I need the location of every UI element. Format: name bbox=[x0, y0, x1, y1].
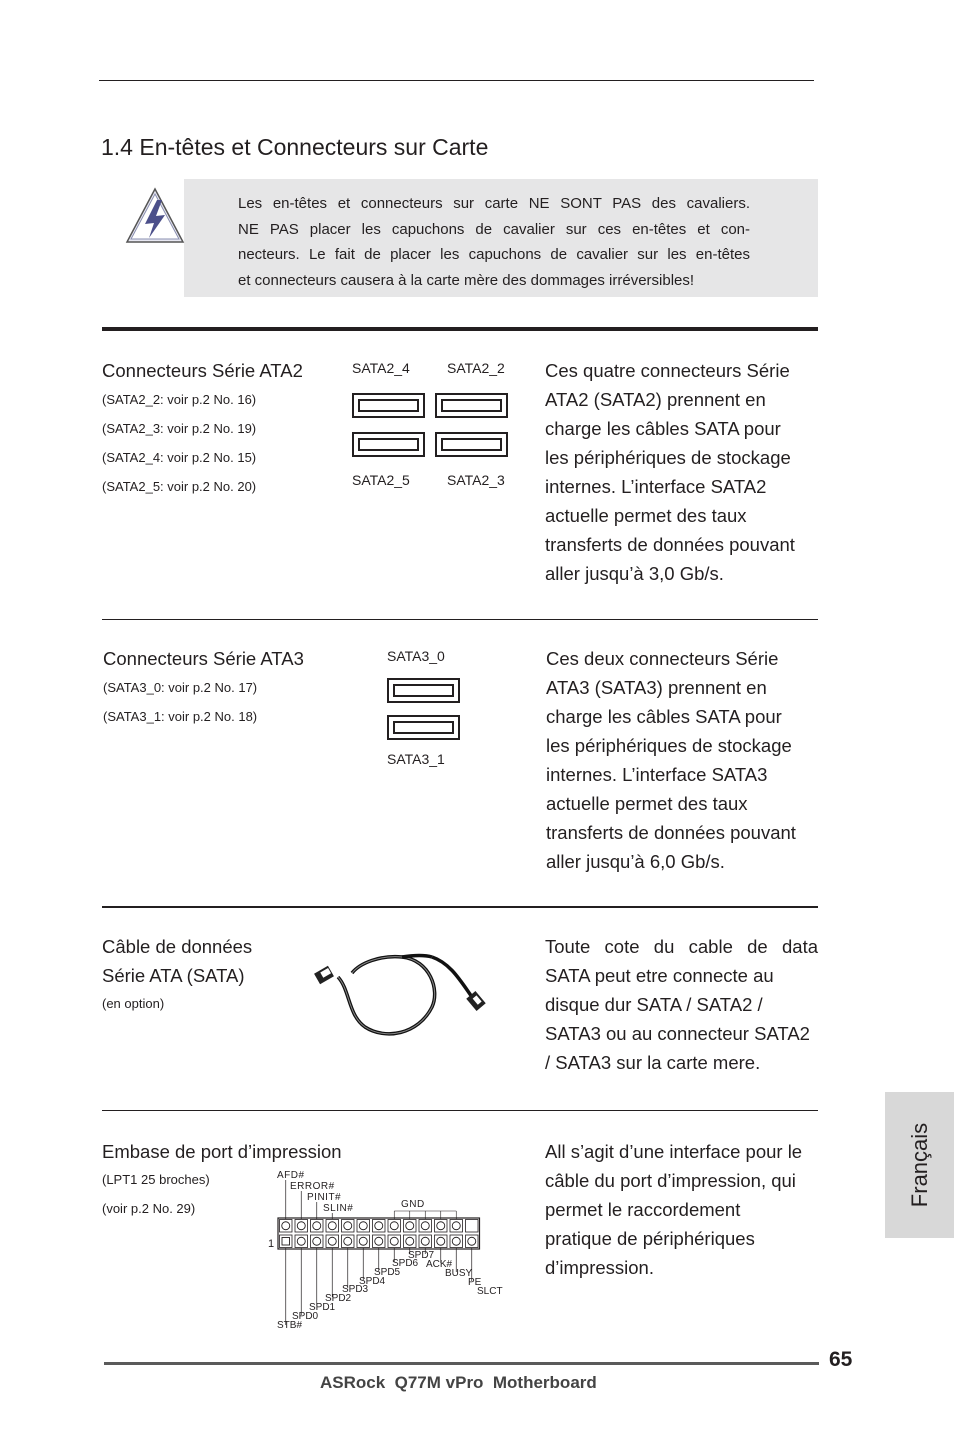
sata2-refs bbox=[102, 385, 256, 501]
top-rule bbox=[99, 80, 814, 81]
lpt-description bbox=[545, 1137, 818, 1282]
sata3-ref: (SATA3_0: voir p.2 No. 17) bbox=[103, 680, 258, 695]
sata3-label-top: SATA3_0 bbox=[387, 648, 445, 664]
sata3-desc-line: aller jusqu’à 6,0 Gb/s. bbox=[546, 851, 725, 872]
sata2-desc-line: les périphériques de stockage bbox=[545, 447, 791, 468]
sata2-label-tr: SATA2_2 bbox=[447, 360, 505, 376]
sata2-3-connector bbox=[435, 432, 508, 457]
warning-text bbox=[238, 191, 750, 293]
sata2-5-connector bbox=[352, 432, 425, 457]
lpt-pin-label: BUSY bbox=[445, 1268, 473, 1279]
sata2-desc-line: transferts de données pouvant bbox=[545, 534, 795, 555]
sata3-desc-line: Ces deux connecteurs Série bbox=[546, 648, 779, 669]
sata2-desc-line: actuelle permet des taux bbox=[545, 505, 747, 526]
sata2-desc-line: Ces quatre connecteurs Série bbox=[545, 360, 790, 381]
section-divider bbox=[102, 906, 818, 908]
lpt-pin-label: ACK# bbox=[426, 1259, 453, 1270]
sata2-label-bl: SATA2_5 bbox=[352, 472, 410, 488]
lpt-pin-label: SLIN# bbox=[323, 1203, 354, 1214]
cable-title-line: Série ATA (SATA) bbox=[102, 965, 245, 986]
sata3-title: Connecteurs Série ATA3 bbox=[103, 648, 304, 669]
section-divider-thick bbox=[102, 327, 818, 331]
sata3-label-bottom: SATA3_1 bbox=[387, 751, 445, 767]
section-divider bbox=[102, 1110, 818, 1111]
cable-title bbox=[102, 932, 252, 990]
cable-description bbox=[545, 932, 818, 1077]
lpt-desc-line: pratique de périphériques bbox=[545, 1228, 755, 1249]
lpt-pin-label: PE bbox=[468, 1277, 482, 1288]
sata2-ref: (SATA2_5: voir p.2 No. 20) bbox=[102, 479, 257, 494]
sata3-1-connector bbox=[387, 715, 460, 740]
sata2-2-connector bbox=[435, 393, 508, 418]
warning-triangle-icon bbox=[124, 186, 186, 246]
footer-rule bbox=[104, 1362, 819, 1365]
sata3-desc-line: internes. L’interface SATA3 bbox=[546, 764, 768, 785]
sata2-4-connector bbox=[352, 393, 425, 418]
page-number: 65 bbox=[829, 1348, 853, 1371]
sata3-desc-line: les périphériques de stockage bbox=[546, 735, 792, 756]
sata2-desc-line: charge les câbles SATA pour bbox=[545, 418, 781, 439]
cable-desc-line: SATA3 ou au connecteur SATA2 bbox=[545, 1023, 810, 1044]
cable-desc-line: SATA peut etre connecte au bbox=[545, 965, 774, 986]
sata3-desc-line: charge les câbles SATA pour bbox=[546, 706, 782, 727]
lpt-pin-label: SPD1 bbox=[309, 1302, 336, 1313]
warning-line: NE PAS placer les capuchons de cavalier sur ces en-têtes et con- bbox=[238, 220, 750, 238]
sata2-desc-line: internes. L’interface SATA2 bbox=[545, 476, 767, 497]
sata2-ref: (SATA2_3: voir p.2 No. 19) bbox=[102, 421, 257, 436]
sata3-desc-line: transferts de données pouvant bbox=[546, 822, 796, 843]
lpt-pin-label: SLCT bbox=[477, 1286, 503, 1297]
lpt-pin-label: SPD3 bbox=[342, 1284, 369, 1295]
sata2-ref: (SATA2_4: voir p.2 No. 15) bbox=[102, 450, 257, 465]
sata2-description bbox=[545, 356, 817, 588]
warning-line: necteurs. Le fait de placer les capuchons de cavalier sur les en-têtes bbox=[238, 246, 750, 263]
lpt-ref: (voir p.2 No. 29) bbox=[102, 1201, 196, 1216]
sata3-0-connector bbox=[387, 678, 460, 703]
sata2-label-tl: SATA2_4 bbox=[352, 360, 410, 376]
lpt-desc-line: câble du port d’impression, qui bbox=[545, 1170, 796, 1191]
lpt-desc-line: permet le raccordement bbox=[545, 1199, 741, 1220]
lpt-pin-label: STB# bbox=[277, 1320, 303, 1331]
lpt-desc-line: d’impression. bbox=[545, 1257, 654, 1278]
sata2-title: Connecteurs Série ATA2 bbox=[102, 360, 303, 381]
warning-line: Les en-têtes et connecteurs sur carte NE SONT PAS des cavaliers. bbox=[238, 195, 750, 212]
lpt-pin-label: SPD7 bbox=[408, 1250, 435, 1261]
cable-title-line: Câble de données bbox=[102, 936, 253, 957]
lpt-pin-label: GND bbox=[401, 1199, 425, 1210]
sata3-desc-line: ATA3 (SATA3) prennent en bbox=[546, 677, 767, 698]
sata2-desc-line: ATA2 (SATA2) prennent en bbox=[545, 389, 766, 410]
section-title: 1.4 En-têtes et Connecteurs sur Carte bbox=[101, 134, 489, 160]
lpt-pin-label: SPD5 bbox=[374, 1267, 401, 1278]
footer-product: ASRock Q77M vPro Motherboard bbox=[320, 1373, 597, 1392]
sata3-desc-line: actuelle permet des taux bbox=[546, 793, 748, 814]
lpt-pin-label: PINIT# bbox=[307, 1192, 342, 1203]
cable-desc-line: Toute cote du cable de data bbox=[545, 936, 818, 957]
sata2-label-br: SATA2_3 bbox=[447, 472, 505, 488]
lpt-pin-label: AFD# bbox=[277, 1170, 305, 1181]
sata-cable-illustration bbox=[310, 945, 500, 1045]
sata3-refs bbox=[103, 673, 257, 731]
cable-desc-line: / SATA3 sur la carte mere. bbox=[545, 1052, 761, 1073]
sata3-description bbox=[546, 644, 818, 876]
lpt-title: Embase de port d’impression bbox=[102, 1141, 342, 1162]
section-divider bbox=[102, 619, 818, 620]
lpt-pin-label: SPD4 bbox=[359, 1276, 386, 1287]
lpt-pin-label: SPD0 bbox=[292, 1311, 319, 1322]
language-tab-label: Français bbox=[906, 1122, 932, 1208]
warning-line: et connecteurs causera à la carte mère des dommages irréversibles! bbox=[238, 271, 695, 289]
sata2-desc-line: aller jusqu’à 3,0 Gb/s. bbox=[545, 563, 724, 584]
lpt-pin-label: SPD2 bbox=[325, 1293, 352, 1304]
lpt-header-diagram bbox=[266, 1170, 516, 1335]
lpt-pin-label: SPD6 bbox=[392, 1258, 419, 1269]
lpt-ref: (LPT1 25 broches) bbox=[102, 1172, 210, 1187]
sata3-ref: (SATA3_1: voir p.2 No. 18) bbox=[103, 709, 258, 724]
lpt-desc-line: All s’agit d’une interface pour le bbox=[545, 1141, 803, 1162]
cable-note: (en option) bbox=[102, 996, 165, 1011]
language-tab bbox=[885, 1092, 954, 1238]
lpt-pin1-label: 1 bbox=[268, 1238, 275, 1250]
cable-desc-line: disque dur SATA / SATA2 / bbox=[545, 994, 763, 1015]
lpt-pin-label: ERROR# bbox=[290, 1181, 335, 1192]
sata2-ref: (SATA2_2: voir p.2 No. 16) bbox=[102, 392, 257, 407]
